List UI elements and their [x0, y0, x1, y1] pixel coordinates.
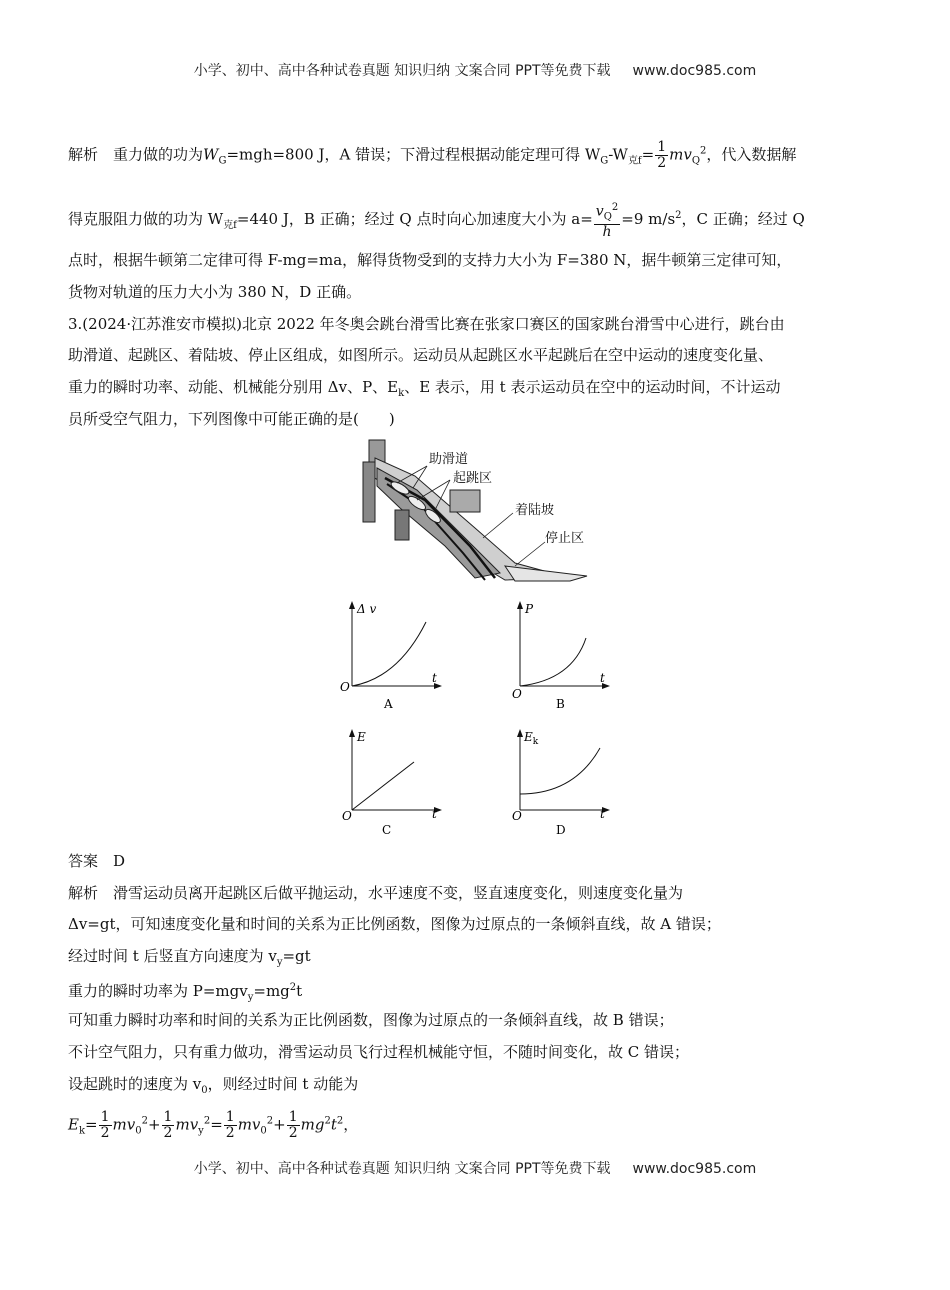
prev-analysis-line-1: 解析 重力做的功为$W_G=mgh=800$ J，A 错误；下滑过程根据动能定理可得 $W_G-W_{克f}=$ $\frac{1}{2}$ $mv_Q^2$，代入数据解 — [68, 139, 797, 171]
graph-b-caption: B — [556, 697, 565, 711]
graph-a-caption: A — [384, 697, 393, 711]
graph-c-y-arrow — [349, 729, 355, 737]
graph-d-curve — [520, 748, 600, 794]
graph-d-y-arrow — [517, 729, 523, 737]
graph-d-y-label: $E_k$ — [524, 730, 539, 747]
prev-analysis-line-3: 点时，根据牛顿第二定律可得 F-mg=ma，解得货物受到的支持力大小为 F=380 N，据牛顿第三定律可知， — [68, 251, 792, 269]
graph-c-y-label: E — [357, 730, 366, 744]
answer-line: 答案 D — [68, 852, 126, 870]
kinetic-energy-equation: $E_k=$ $\frac{1}{2}$ $mv_0^2+$ $\frac{1}{2}$ $mv_y^2=$ $\frac{1}{2}$ $mv_0^2+$ $\frac{1}{2}$ $mg^2t^2$， — [68, 1109, 359, 1141]
header-text: 小学、初中、高中各种试卷真题 知识归纳 文案合同 PPT等免费下载 — [193, 63, 611, 79]
prev-analysis-line-4: 货物对轨道的压力大小为 380 N，D 正确。 — [68, 283, 362, 301]
graph-a-curve — [352, 622, 426, 686]
graph-d-x-label: t — [600, 807, 605, 821]
graph-c — [338, 728, 448, 840]
figure-label-takeoff: 起跳区 — [453, 471, 493, 486]
graph-a-y-arrow — [349, 601, 355, 609]
answer-analysis-line-1: 解析 滑雪运动员离开起跳区后做平抛运动，水平速度不变，竖直速度变化，则速度变化量为 — [68, 884, 684, 902]
answer-analysis-line-2: Δv=gt，可知速度变化量和时间的关系为正比例函数，图像为过原点的一条倾斜直线，故 A 错误； — [68, 915, 721, 933]
eq-fraction-3: $\frac{1}{2}$ — [225, 1109, 235, 1141]
eq-fraction-2: $\frac{1}{2}$ — [163, 1109, 173, 1141]
question-line-1: 3.(2024·江苏淮安市模拟)北京 2022 年冬奥会跳台滑雪比赛在张家口赛区的国家跳台滑雪中心进行，跳台由 — [68, 315, 785, 333]
answer-analysis-line-7: 设起跳时的速度为 $v_0$，则经过时间 t 动能为 — [68, 1075, 359, 1096]
figure-label-approach: 助滑道 — [429, 452, 469, 467]
prev-analysis-line-2: 得克服阻力做的功为 $W_{克f}=440$ J，B 正确；经过 Q 点时向心加速度大小为 a= $\frac{v_Q^2}{h}$ =9 $m/s^2$，C 正确；经过 Q — [68, 202, 805, 241]
graph-a-origin: O — [340, 680, 350, 694]
footer-text: 小学、初中、高中各种试卷真题 知识归纳 文案合同 PPT等免费下载 — [193, 1161, 611, 1177]
page-header — [0, 60, 950, 80]
question-line-2: 助滑道、起跳区、着陆坡、停止区组成，如图所示。运动员从起跳区水平起跳后在空中运动的速度变化量、 — [68, 346, 774, 364]
graph-d-caption: D — [556, 823, 566, 837]
header-url: www.doc985.com — [632, 63, 757, 79]
ski-jump-figure — [355, 438, 595, 586]
graph-a-x-label: t — [432, 671, 437, 685]
eq-fraction-1: $\frac{1}{2}$ — [100, 1109, 110, 1141]
graph-a — [338, 598, 448, 713]
graph-c-line — [352, 762, 414, 810]
page-footer — [0, 1158, 950, 1178]
graph-d — [512, 728, 622, 840]
graph-b-y-label: P — [525, 602, 534, 616]
graph-b-origin: O — [512, 687, 522, 701]
answer-analysis-line-6: 不计空气阻力，只有重力做功，滑雪运动员飞行过程机械能守恒，不随时间变化，故 C 错误； — [68, 1043, 690, 1061]
graph-c-caption: C — [382, 823, 392, 837]
answer-analysis-line-4: 重力的瞬时功率为 $P=mgv_y=mg^2t$ — [68, 982, 303, 1003]
graph-b-curve — [520, 638, 586, 686]
question-line-4: 员所受空气阻力，下列图像中可能正确的是( ) — [68, 410, 395, 428]
eq-fraction-4: $\frac{1}{2}$ — [288, 1109, 298, 1141]
graph-b-y-arrow — [517, 601, 523, 609]
answer-analysis-line-3: 经过时间 t 后竖直方向速度为 $v_y=gt$ — [68, 947, 311, 968]
question-line-3: 重力的瞬时功率、动能、机械能分别用 Δv、P、$E_k$、E 表示，用 t 表示运动员在空中的运动时间，不计运动 — [68, 378, 781, 399]
graph-d-origin: O — [512, 809, 522, 823]
figure-label-landing-slope: 着陆坡 — [515, 503, 555, 518]
graph-c-x-label: t — [432, 807, 437, 821]
graph-b-x-label: t — [600, 671, 605, 685]
footer-url: www.doc985.com — [632, 1161, 757, 1177]
figure-label-stop-area: 停止区 — [545, 531, 585, 546]
graph-a-y-label: Δ v — [357, 602, 377, 616]
fraction-half: $\frac{1}{2}$ — [657, 139, 667, 171]
answer-analysis-line-5: 可知重力瞬时功率和时间的关系为正比例函数，图像为过原点的一条倾斜直线，故 B 错误； — [68, 1011, 674, 1029]
graph-b — [512, 598, 622, 713]
graph-c-origin: O — [342, 809, 352, 823]
fraction-acceleration: $\frac{v_Q^2}{h}$ — [595, 202, 619, 241]
